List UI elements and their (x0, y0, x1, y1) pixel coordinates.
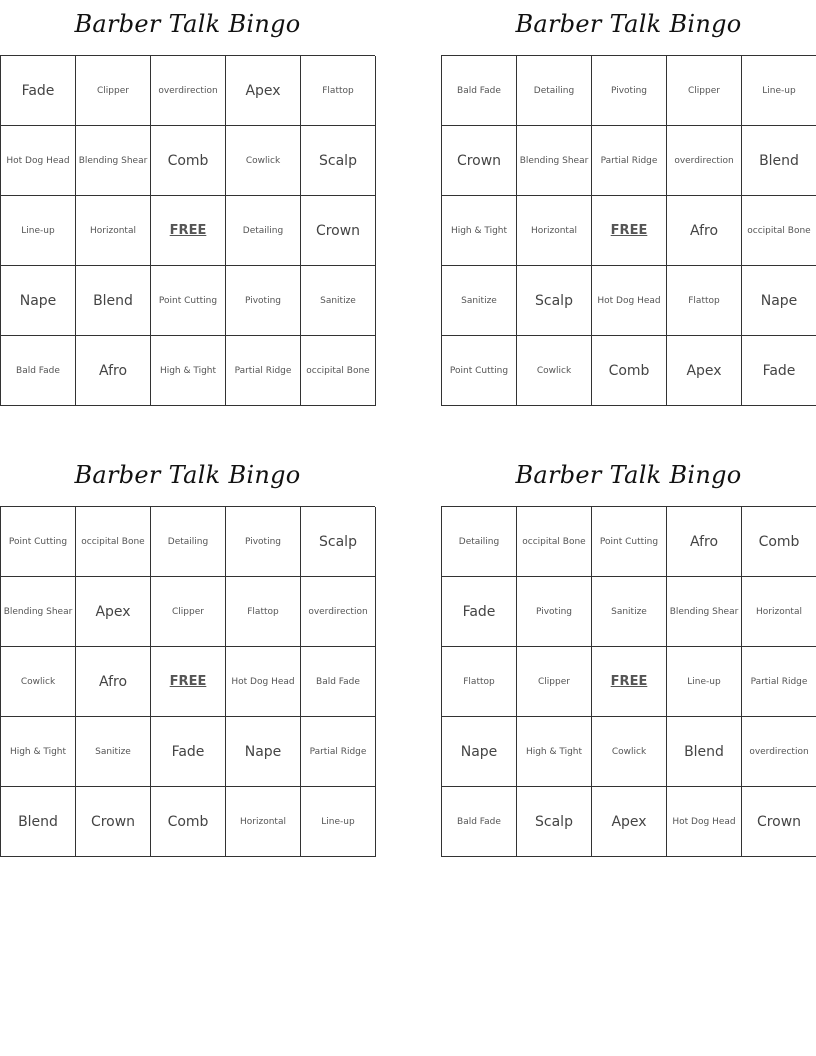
bingo-cell: Line-up (667, 647, 742, 717)
bingo-cell: Comb (151, 787, 226, 857)
bingo-cell: overdirection (667, 126, 742, 196)
bingo-cell: Comb (742, 507, 816, 577)
bingo-cell: Line-up (301, 787, 376, 857)
bingo-cell: Detailing (151, 507, 226, 577)
bingo-cell: Pivoting (592, 56, 667, 126)
bingo-cell: High & Tight (1, 717, 76, 787)
bingo-cell: Flattop (301, 56, 376, 126)
bingo-cell: Partial Ridge (226, 336, 301, 406)
bingo-cell: Detailing (226, 196, 301, 266)
bingo-cell: Flattop (667, 266, 742, 336)
bingo-cell: Pivoting (226, 507, 301, 577)
bingo-cell: Detailing (517, 56, 592, 126)
bingo-cell: Afro (76, 336, 151, 406)
bingo-cell: Horizontal (76, 196, 151, 266)
bingo-cell: Partial Ridge (742, 647, 816, 717)
bingo-cell: Partial Ridge (592, 126, 667, 196)
bingo-cell: Bald Fade (442, 787, 517, 857)
card-title: Barber Talk Bingo (515, 461, 742, 489)
bingo-cell: Scalp (517, 266, 592, 336)
bingo-cell: Horizontal (742, 577, 816, 647)
bingo-cell: Blending Shear (667, 577, 742, 647)
free-space-cell: FREE (151, 196, 226, 266)
bingo-cell: occipital Bone (301, 336, 376, 406)
bingo-cell: Clipper (151, 577, 226, 647)
bingo-cell: Blending Shear (517, 126, 592, 196)
bingo-cell: High & Tight (151, 336, 226, 406)
bingo-cell: overdirection (151, 56, 226, 126)
card-title: Barber Talk Bingo (74, 461, 301, 489)
free-space-cell: FREE (592, 647, 667, 717)
bingo-cell: Line-up (742, 56, 816, 126)
bingo-cell: Blending Shear (1, 577, 76, 647)
bingo-cell: Blending Shear (76, 126, 151, 196)
bingo-cell: Hot Dog Head (592, 266, 667, 336)
bingo-cell: Clipper (667, 56, 742, 126)
bingo-cell: Sanitize (301, 266, 376, 336)
bingo-cell: occipital Bone (742, 196, 816, 266)
bingo-cell: Scalp (301, 126, 376, 196)
bingo-cell: Detailing (442, 507, 517, 577)
bingo-cell: Pivoting (517, 577, 592, 647)
bingo-cell: Crown (742, 787, 816, 857)
bingo-cell: Hot Dog Head (226, 647, 301, 717)
bingo-cell: Horizontal (226, 787, 301, 857)
bingo-cell: Horizontal (517, 196, 592, 266)
bingo-cell: Apex (592, 787, 667, 857)
bingo-cell: Line-up (1, 196, 76, 266)
bingo-cell: Fade (1, 56, 76, 126)
bingo-cell: Nape (226, 717, 301, 787)
free-space-cell: FREE (592, 196, 667, 266)
bingo-cell: Partial Ridge (301, 717, 376, 787)
bingo-cell: Comb (592, 336, 667, 406)
bingo-cell: Point Cutting (442, 336, 517, 406)
bingo-cell: Cowlick (1, 647, 76, 717)
bingo-cell: Nape (742, 266, 816, 336)
bingo-cell: Nape (1, 266, 76, 336)
bingo-cell: Pivoting (226, 266, 301, 336)
bingo-cell: Point Cutting (592, 507, 667, 577)
bingo-cell: Blend (1, 787, 76, 857)
bingo-cell: Fade (151, 717, 226, 787)
bingo-cell: Clipper (76, 56, 151, 126)
bingo-cell: Afro (667, 507, 742, 577)
bingo-grid (0, 506, 375, 857)
bingo-cell: Fade (742, 336, 816, 406)
bingo-cell: Sanitize (442, 266, 517, 336)
bingo-cell: Sanitize (76, 717, 151, 787)
bingo-cell: Crown (442, 126, 517, 196)
card-title: Barber Talk Bingo (515, 10, 742, 38)
bingo-cell: Bald Fade (1, 336, 76, 406)
bingo-cell: Apex (226, 56, 301, 126)
bingo-cell: Point Cutting (1, 507, 76, 577)
bingo-cell: Point Cutting (151, 266, 226, 336)
card-title: Barber Talk Bingo (74, 10, 301, 38)
bingo-cell: Hot Dog Head (667, 787, 742, 857)
bingo-cell: Scalp (517, 787, 592, 857)
bingo-grid (441, 55, 816, 406)
bingo-cell: Flattop (442, 647, 517, 717)
bingo-cell: Cowlick (592, 717, 667, 787)
bingo-cell: Comb (151, 126, 226, 196)
bingo-cell: Sanitize (592, 577, 667, 647)
bingo-grid (441, 506, 816, 857)
bingo-cell: occipital Bone (517, 507, 592, 577)
free-space-cell: FREE (151, 647, 226, 717)
bingo-cell: Blend (742, 126, 816, 196)
bingo-cell: Fade (442, 577, 517, 647)
bingo-cell: overdirection (301, 577, 376, 647)
bingo-cell: Scalp (301, 507, 376, 577)
bingo-cell: occipital Bone (76, 507, 151, 577)
bingo-cell: Blend (76, 266, 151, 336)
bingo-cell: overdirection (742, 717, 816, 787)
bingo-cell: Cowlick (517, 336, 592, 406)
bingo-cell: Bald Fade (301, 647, 376, 717)
bingo-cell: Bald Fade (442, 56, 517, 126)
bingo-cell: Afro (667, 196, 742, 266)
bingo-cell: Apex (76, 577, 151, 647)
bingo-cell: Blend (667, 717, 742, 787)
bingo-grid (0, 55, 375, 406)
bingo-cell: Clipper (517, 647, 592, 717)
bingo-cell: High & Tight (442, 196, 517, 266)
bingo-cell: Crown (76, 787, 151, 857)
bingo-cell: High & Tight (517, 717, 592, 787)
bingo-cell: Cowlick (226, 126, 301, 196)
bingo-cell: Afro (76, 647, 151, 717)
bingo-cell: Apex (667, 336, 742, 406)
bingo-cell: Nape (442, 717, 517, 787)
bingo-cell: Flattop (226, 577, 301, 647)
bingo-cell: Crown (301, 196, 376, 266)
bingo-cell: Hot Dog Head (1, 126, 76, 196)
